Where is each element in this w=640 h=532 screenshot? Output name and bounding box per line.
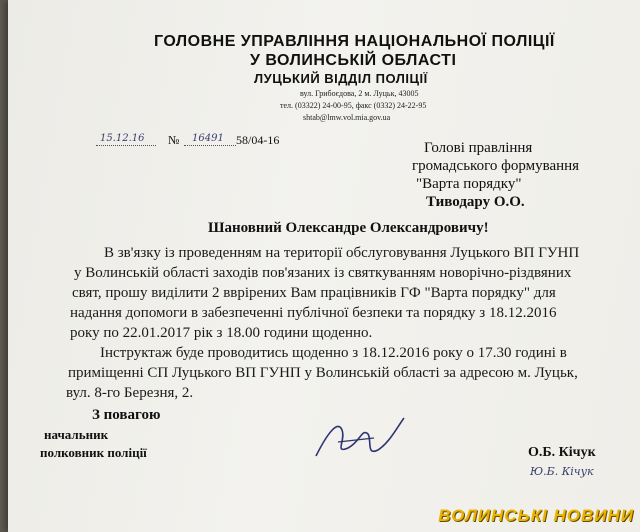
paragraph-2-line-2: приміщенні СП Луцького ВП ГУНП у Волинській області за адресою м. Луцьк, xyxy=(68,365,578,381)
letterhead-line-3: ЛУЦЬКИЙ ВІДДІЛ ПОЛІЦІЇ xyxy=(254,71,428,86)
paragraph-1-line-5: року по 22.01.2017 рік з 18.00 години щоденно. xyxy=(70,325,373,341)
letterhead-line-2: У ВОЛИНСЬКІЙ ОБЛАСТІ xyxy=(250,52,457,69)
watermark-logo: ВОЛИНСЬКІ НОВИНИ xyxy=(438,506,634,525)
closing-position-1: начальник xyxy=(44,427,109,442)
reference-date: 15.12.16 xyxy=(100,133,145,144)
paragraph-1-line-1: В зв'язку із проведенням на території обслуговування Луцького ВП ГУНП xyxy=(104,245,580,261)
date-underline xyxy=(96,145,156,146)
closing-regards: З повагою xyxy=(92,407,161,423)
salutation: Шановний Олександре Олександровичу! xyxy=(208,220,489,236)
addressee-line-1: Голові правління xyxy=(424,140,533,156)
reference-number-label: № xyxy=(168,133,180,147)
paragraph-2-line-3: вул. 8-го Березня, 2. xyxy=(66,385,194,401)
signature-scribble xyxy=(308,412,428,472)
letterhead-email: shtab@lmw.vol.mia.gov.ua xyxy=(303,113,391,122)
signatory-handwritten: Ю.Б. Кічук xyxy=(530,465,594,478)
signatory-name: О.Б. Кічук xyxy=(528,445,596,460)
closing-position-2: полковник поліції xyxy=(40,445,147,460)
addressee-name: Тиводару О.О. xyxy=(426,194,525,210)
addressee-line-3: "Варта порядку" xyxy=(416,176,522,192)
letterhead-phones: тел. (03322) 24-00-95, факс (0332) 24-22-95 xyxy=(280,101,427,110)
letterhead-address: вул. Грибоєдова, 2 м. Луцьк, 43005 xyxy=(300,89,419,98)
letterhead-line-1: ГОЛОВНЕ УПРАВЛІННЯ НАЦІОНАЛЬНОЇ ПОЛІЦІЇ xyxy=(154,33,555,50)
paragraph-1-line-2: у Волинській області заходів пов'язаних із святкуванням новорічно-різдвяних xyxy=(74,265,572,281)
reference-code: 58/04-16 xyxy=(236,133,280,147)
addressee-line-2: громадського формування xyxy=(412,158,580,174)
reference-number: 16491 xyxy=(192,133,224,144)
paragraph-1-line-3: свят, прошу виділити 2 вврірених Вам працівників ГФ "Варта порядку" для xyxy=(72,285,556,301)
paragraph-1-line-4: надання допомоги в забезпеченні публічної безпеки та порядку з 18.12.2016 xyxy=(70,305,557,321)
paragraph-2-line-1: Інструктаж буде проводитись щоденно з 18.12.2016 року о 17.30 годині в xyxy=(100,345,567,361)
letter-paper xyxy=(8,0,640,532)
number-underline xyxy=(184,145,236,146)
